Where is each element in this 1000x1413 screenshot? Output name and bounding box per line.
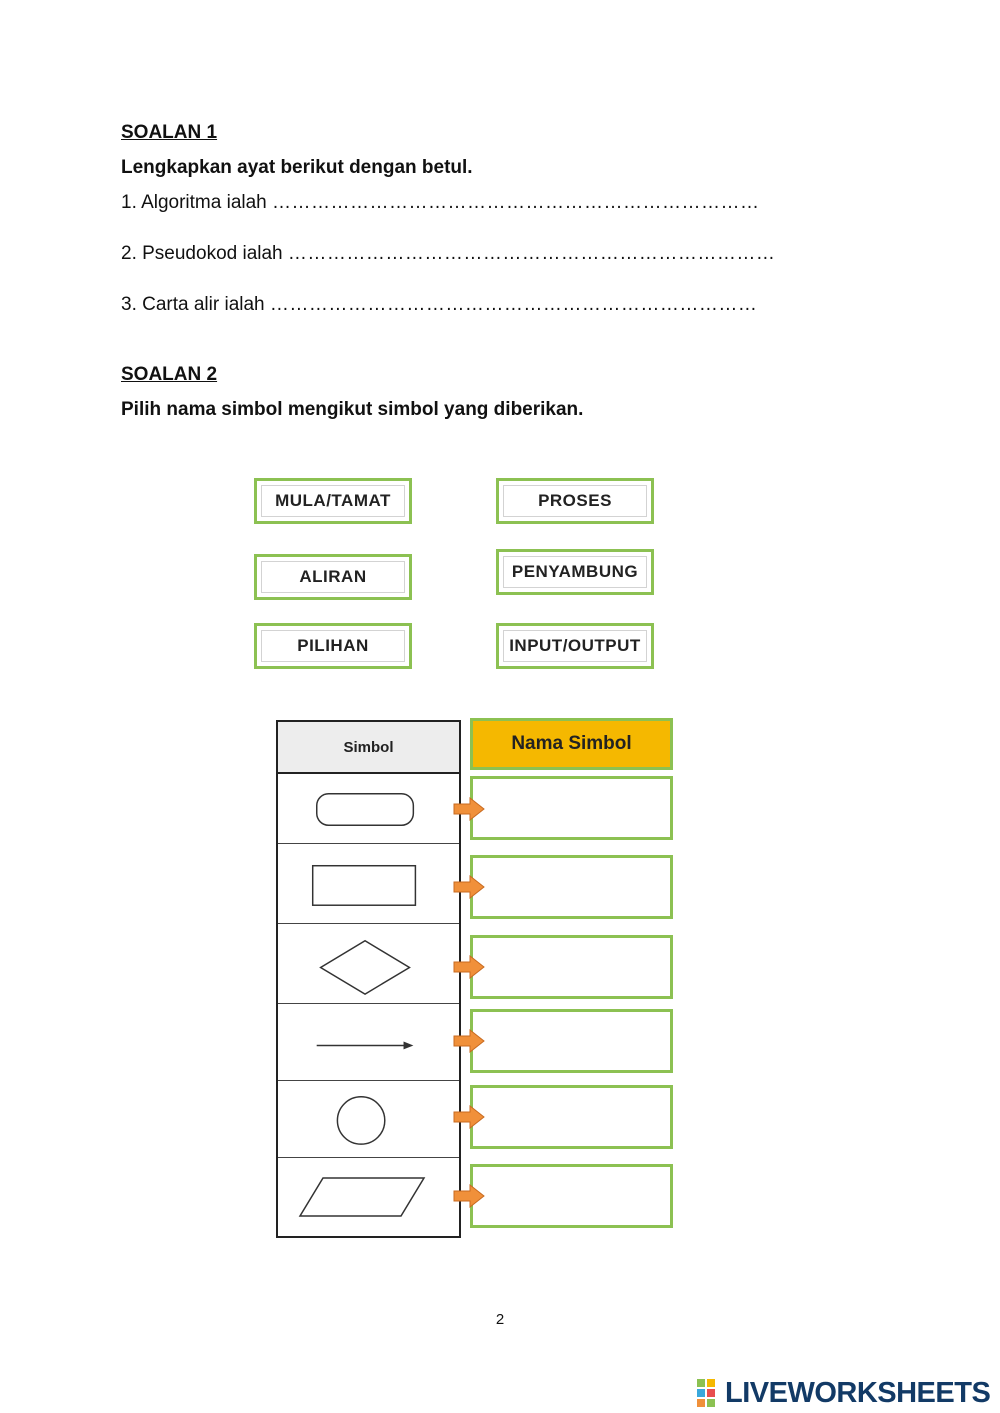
option-mula-tamat[interactable] xyxy=(254,478,412,524)
question-3-text: 3. Carta alir ialah xyxy=(121,294,265,315)
rounded-rectangle-icon xyxy=(278,774,459,843)
question-3-blank[interactable]: ………………………………………………………………… xyxy=(269,294,758,315)
soalan1-instruction: Lengkapkan ayat berikut dengan betul. xyxy=(121,157,473,178)
liveworksheets-logo xyxy=(697,1376,990,1410)
option-proses[interactable] xyxy=(496,478,654,524)
answer-box-2[interactable] xyxy=(470,855,673,919)
arrow-right-icon xyxy=(452,1105,486,1129)
arrow-line-icon xyxy=(278,1004,459,1080)
symbol-row-6 xyxy=(278,1158,459,1236)
question-1 xyxy=(121,192,760,214)
arrow-right-icon xyxy=(452,955,486,979)
question-3 xyxy=(121,294,757,316)
circle-icon xyxy=(278,1081,459,1157)
question-1-text: 1. Algoritma ialah xyxy=(121,192,267,213)
symbol-row-5 xyxy=(278,1081,459,1158)
name-header: Nama Simbol xyxy=(470,718,673,770)
option-penyambung[interactable] xyxy=(496,549,654,595)
question-2-blank[interactable]: ………………………………………………………………… xyxy=(287,243,776,264)
symbol-row-1 xyxy=(278,774,459,844)
option-pilihan[interactable] xyxy=(254,623,412,669)
answer-box-1[interactable] xyxy=(470,776,673,840)
page-number: 2 xyxy=(495,1311,505,1328)
answer-box-4[interactable] xyxy=(470,1009,673,1073)
symbol-row-2 xyxy=(278,844,459,924)
symbol-table xyxy=(276,720,461,1238)
option-label: PILIHAN xyxy=(297,636,369,655)
soalan2-instruction: Pilih nama simbol mengikut simbol yang diberikan. xyxy=(121,399,584,420)
symbol-header: Simbol xyxy=(278,722,459,774)
option-aliran[interactable] xyxy=(254,554,412,600)
question-2-text: 2. Pseudokod ialah xyxy=(121,243,283,264)
parallelogram-icon xyxy=(278,1158,459,1236)
arrow-right-icon xyxy=(452,797,486,821)
option-label: INPUT/OUTPUT xyxy=(509,636,641,655)
liveworksheets-logo-icon xyxy=(697,1379,725,1407)
arrow-right-icon xyxy=(452,1184,486,1208)
option-label: MULA/TAMAT xyxy=(275,491,391,510)
answer-box-6[interactable] xyxy=(470,1164,673,1228)
question-2 xyxy=(121,243,775,265)
soalan1-heading: SOALAN 1 xyxy=(121,122,218,143)
arrow-right-icon xyxy=(452,1029,486,1053)
rectangle-icon xyxy=(278,844,459,923)
soalan2-heading: SOALAN 2 xyxy=(121,364,218,385)
answer-box-3[interactable] xyxy=(470,935,673,999)
option-label: PROSES xyxy=(538,491,612,510)
option-input-output[interactable] xyxy=(496,623,654,669)
symbol-row-3 xyxy=(278,924,459,1004)
diamond-icon xyxy=(278,924,459,1003)
answer-box-5[interactable] xyxy=(470,1085,673,1149)
question-1-blank[interactable]: ………………………………………………………………… xyxy=(272,192,760,213)
brand-name: LIVEWORKSHEETS xyxy=(725,1376,991,1409)
option-label: ALIRAN xyxy=(299,567,367,586)
symbol-row-4 xyxy=(278,1004,459,1081)
arrow-right-icon xyxy=(452,875,486,899)
option-label: PENYAMBUNG xyxy=(511,562,639,581)
